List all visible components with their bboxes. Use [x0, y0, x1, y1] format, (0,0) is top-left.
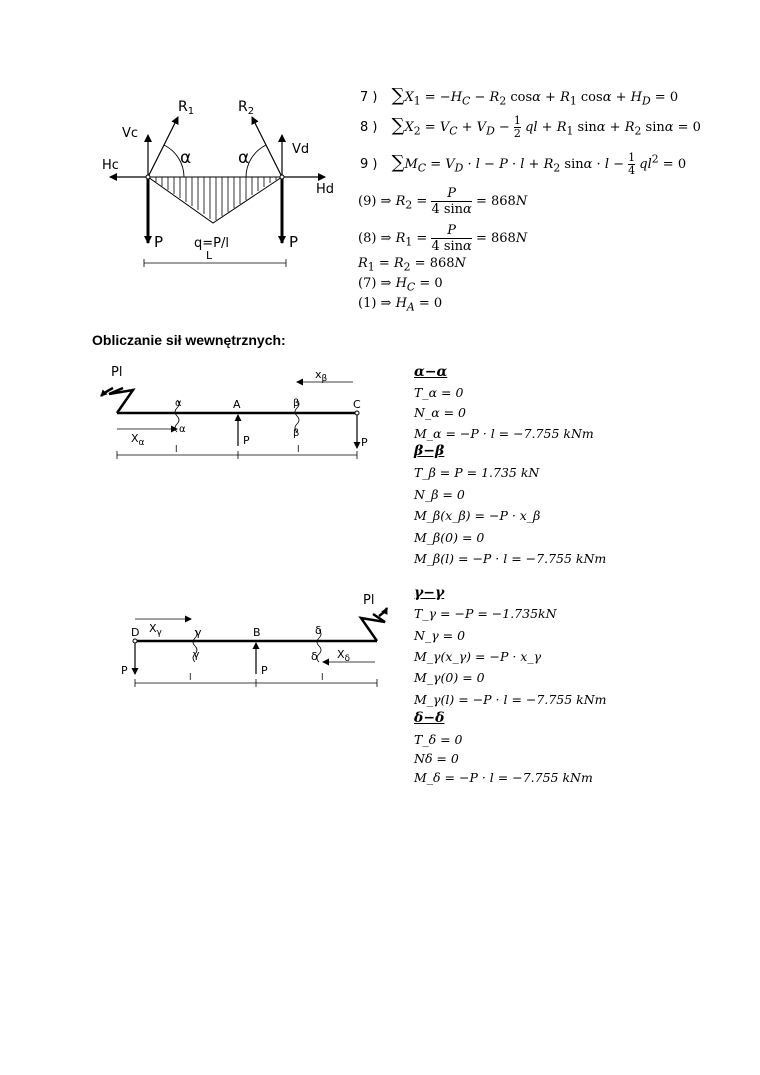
- label-alpha-left: α: [180, 148, 192, 168]
- equation-r1-r2: $R_1 = R_2 = 868N$: [358, 256, 466, 274]
- label-p-mid: P: [243, 434, 250, 447]
- label-r2: $R_2$: [238, 99, 255, 117]
- label-l2: l: [297, 445, 300, 455]
- alpha-line-3: M_α = −P · l = −7.755 kNm: [414, 426, 594, 441]
- label-gamma-bot: γ: [193, 648, 200, 661]
- label-pl-bottom: Pl: [363, 593, 375, 608]
- alpha-line-2: N_α = 0: [414, 405, 467, 420]
- r2-arrow: [252, 117, 282, 177]
- section-beta-title: β−β: [414, 443, 445, 459]
- gamma-line-5: M_γ(l) = −P · l = −7.755 kNm: [414, 692, 607, 707]
- label-x-delta: $X_\delta$: [337, 648, 351, 664]
- label-x-alpha: $X_\alpha$: [131, 432, 145, 448]
- label-vc: Vc: [122, 126, 139, 141]
- alpha-line-1: T_α = 0: [414, 385, 464, 400]
- section-heading: Obliczanie sił wewnętrznych:: [92, 332, 286, 348]
- label-delta-top: δ: [315, 624, 322, 637]
- label-b: B: [253, 626, 261, 639]
- label-span: L: [206, 249, 213, 262]
- load-hatching: [156, 177, 276, 220]
- delta-line-1: T_δ = 0: [414, 732, 463, 747]
- label-d: D: [131, 626, 140, 639]
- beta-line-3: M_β(x_β) = −P · x_β: [414, 508, 541, 523]
- moment-pl-right: [361, 614, 385, 641]
- label-load: q=P/l: [194, 236, 229, 251]
- beta-line-4: M_β(0) = 0: [414, 530, 485, 545]
- label-l1: l: [175, 445, 178, 455]
- beta-line-1: T_β = P = 1.735 kN: [414, 465, 540, 480]
- label-delta-bot: δ: [311, 650, 318, 663]
- label-r1: $R_1$: [178, 99, 195, 117]
- bottom-figure: [115, 588, 390, 688]
- delta-line-3: M_δ = −P · l = −7.755 kNm: [414, 770, 593, 785]
- moment-pl-left: [109, 388, 133, 413]
- label-p-right: P: [289, 233, 299, 251]
- beta-line-2: N_β = 0: [414, 487, 465, 502]
- delta-line-2: Nδ = 0: [414, 751, 459, 766]
- label-c: C: [353, 398, 361, 411]
- equation-9: 9 ) $\sum M_C = V_D \cdot l - P \cdot l + R_2$ sinα · l − $\frac{1}{4}$ $ql^2 = 0$: [360, 151, 687, 177]
- beta-line-5: M_β(l) = −P · l = −7.755 kNm: [414, 551, 607, 566]
- label-beta-bot: β: [293, 428, 300, 439]
- gamma-line-4: M_γ(0) = 0: [414, 670, 485, 685]
- label-alpha-bot: α: [179, 424, 186, 435]
- equation-hc: (7) ⇒ $H_C = 0$: [358, 276, 443, 294]
- label-l2-bottom: l: [321, 673, 324, 683]
- section-alpha-title: α−α: [414, 364, 448, 380]
- label-pl: Pl: [111, 365, 123, 380]
- label-l1-bottom: l: [189, 673, 192, 683]
- label-x-beta: $x_\beta$: [315, 368, 328, 384]
- gamma-line-1: T_γ = −P = −1.735kN: [414, 606, 557, 621]
- section-gamma-title: γ−γ: [414, 585, 445, 601]
- label-p-mid-bottom: P: [261, 664, 268, 677]
- label-beta-top: β: [293, 398, 300, 409]
- equation-r1: (8) ⇒ $R_1$ = $\frac{P}{4 \sin\alpha}$ = 868N: [358, 223, 528, 254]
- r1-arrow: [148, 117, 178, 177]
- label-alpha-top: α: [175, 398, 182, 409]
- equation-ha: (1) ⇒ $H_A = 0$: [358, 296, 443, 314]
- gamma-line-3: M_γ(x_γ) = −P · x_γ: [414, 649, 542, 664]
- equation-r2: (9) ⇒ $R_2$ = $\frac{P}{4 \sin\alpha}$ = 868N: [358, 186, 528, 217]
- label-alpha-right: α: [238, 148, 250, 168]
- label-gamma-top: γ: [195, 626, 202, 639]
- equation-8: 8 ) $\sum X_2 = V_C + V_D$ − $\frac{1}{2}$ ql + $R_1$ $\sin\alpha + R_2$ sinα = 0: [360, 114, 701, 140]
- label-p-right: P: [361, 436, 368, 449]
- label-hc: Hc: [102, 158, 119, 173]
- middle-figure: [95, 362, 385, 462]
- label-a: A: [233, 398, 241, 411]
- label-x-gamma: $X_\gamma$: [149, 622, 162, 638]
- label-hd: Hd: [316, 182, 335, 197]
- label-vd: Vd: [292, 142, 310, 157]
- label-p-left: P: [154, 233, 164, 251]
- equation-7: 7 ) $\sum X_1 = -H_C - R_2$ $\cos\alpha + R_1$ $\cos\alpha + H_D = 0$: [360, 85, 679, 108]
- gamma-line-2: N_γ = 0: [414, 628, 466, 643]
- label-p-left-bottom: P: [121, 664, 128, 677]
- section-delta-title: δ−δ: [414, 710, 445, 726]
- top-figure: [100, 95, 340, 270]
